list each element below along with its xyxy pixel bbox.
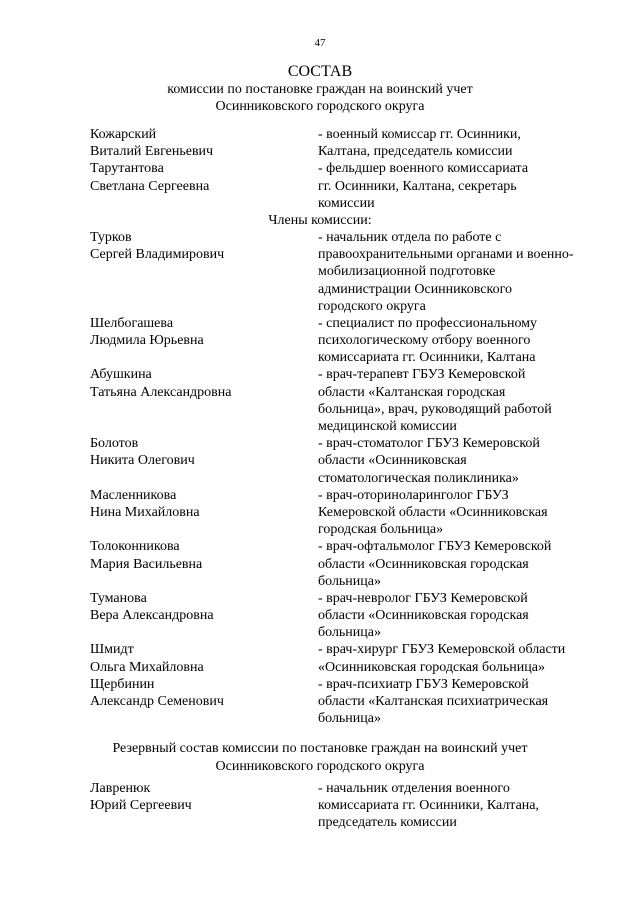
member-name-line: Турков xyxy=(90,229,132,245)
member-position-line: больница» xyxy=(318,573,381,589)
member-name xyxy=(90,229,318,263)
member-name-line: Абушкина xyxy=(90,367,152,383)
member-name-line: Толоконникова xyxy=(90,539,180,555)
member-name-line: Шелбогашева xyxy=(90,315,174,331)
member-position-line: области «Осинниковская городская xyxy=(318,608,529,624)
member-position-line: - врач-стоматолог ГБУЗ Кемеровской xyxy=(318,436,540,452)
member-name-line: Никита Олегович xyxy=(90,453,195,469)
member-position-line: - врач-оториноларинголог ГБУЗ xyxy=(318,487,509,503)
commission-entry xyxy=(90,538,610,590)
member-position-line: - фельдшер военного комиссариата xyxy=(318,161,529,177)
commission-composition xyxy=(90,126,610,727)
member-position-line: - врач-офтальмолог ГБУЗ Кемеровской xyxy=(318,539,552,555)
member-name-line: Виталий Евгеньевич xyxy=(90,144,214,160)
document-title: СОСТАВ xyxy=(287,63,353,80)
member-name-line: Александр Семенович xyxy=(90,694,224,709)
member-position xyxy=(318,435,610,487)
members-header: Члены комиссии: xyxy=(268,212,372,228)
member-position-line: - врач-психиатр ГБУЗ Кемеровской xyxy=(318,676,529,692)
member-position xyxy=(318,641,610,675)
member-position xyxy=(318,366,610,435)
member-position xyxy=(318,780,610,832)
document-subtitle-line-2: Осинниковского городского округа xyxy=(215,99,425,114)
member-name-line: Юрий Сергеевич xyxy=(90,798,192,814)
member-name xyxy=(90,315,318,349)
commission-entry xyxy=(90,366,610,435)
member-position-line: городская больница» xyxy=(318,522,444,538)
member-position xyxy=(318,676,610,728)
member-name xyxy=(90,538,318,572)
member-position xyxy=(318,315,610,367)
member-name-line: Туманова xyxy=(90,590,147,606)
member-name-line: Нина Михайловна xyxy=(90,504,200,520)
member-name-line: Татьяна Александровна xyxy=(90,384,232,400)
member-position-line: городского округа xyxy=(318,298,426,314)
member-position-line: правоохранительными органами и военно- xyxy=(318,247,574,263)
member-position xyxy=(318,160,610,212)
page-number: 47 xyxy=(314,37,326,49)
member-position-line: - начальник отдела по работе с xyxy=(318,229,502,245)
member-name-line: Людмила Юрьевна xyxy=(90,333,204,349)
member-name xyxy=(90,641,318,675)
member-name-line: Лавренюк xyxy=(90,781,151,796)
member-position-line: медицинской комиссии xyxy=(318,419,457,434)
member-position-line: больница», врач, руководящий работой xyxy=(318,401,552,417)
member-name-line: Кожарский xyxy=(90,127,157,142)
reserve-list xyxy=(90,780,610,832)
commission-entry xyxy=(90,160,610,212)
reserve-header-line-1: Резервный состав комиссии по постановке граждан на воинский учет xyxy=(112,741,528,756)
member-position-line: Калтана, председатель комиссии xyxy=(318,144,513,160)
member-name-line: Вера Александровна xyxy=(90,608,214,624)
commission-entry xyxy=(90,126,610,160)
member-name-line: Мария Васильевна xyxy=(90,556,203,572)
document-subtitle-line-1: комиссии по постановке граждан на воинский учет xyxy=(167,82,473,97)
member-position-line: комиссариата гг. Осинники, Калтана, xyxy=(318,798,540,814)
member-name-line: Щербинин xyxy=(90,676,155,692)
member-position-line: области «Калтанская психиатрическая xyxy=(318,694,549,709)
member-position-line: больница» xyxy=(318,711,381,727)
member-position-line: Кемеровской области «Осинниковская xyxy=(318,504,548,520)
member-position xyxy=(318,590,610,642)
member-name xyxy=(90,487,318,521)
member-position xyxy=(318,229,610,315)
commission-entry xyxy=(90,229,610,315)
member-name xyxy=(90,780,318,814)
member-position-line: комиссариата гг. Осинники, Калтана xyxy=(318,350,536,366)
member-name xyxy=(90,676,318,710)
member-position-line: психологическому отбору военного xyxy=(318,333,531,349)
member-position xyxy=(318,126,610,160)
member-position-line: - специалист по профессиональному xyxy=(318,315,538,331)
member-position-line: - врач-хирург ГБУЗ Кемеровской области xyxy=(318,642,566,658)
member-position xyxy=(318,538,610,590)
member-name-line: Сергей Владимирович xyxy=(90,247,225,263)
member-position-line: области «Осинниковская городская xyxy=(318,556,529,572)
member-position-line: области «Калтанская городская xyxy=(318,384,506,400)
reserve-header xyxy=(0,740,640,775)
member-position-line: комиссии xyxy=(318,195,375,211)
member-name-line: Болотов xyxy=(90,436,139,452)
member-position-line: администрации Осинниковского xyxy=(318,281,512,297)
commission-entry xyxy=(90,780,610,832)
member-name xyxy=(90,435,318,469)
member-name-line: Светлана Сергеевна xyxy=(90,178,210,194)
member-position-line: мобилизационной подготовке xyxy=(318,264,496,280)
member-name-line: Тарутантова xyxy=(90,161,164,177)
members-list xyxy=(90,229,610,727)
member-position-line: - врач-терапевт ГБУЗ Кемеровской xyxy=(318,367,526,383)
member-position-line: председатель комиссии xyxy=(318,815,457,831)
member-name-line: Ольга Михайловна xyxy=(90,659,204,675)
commission-entry xyxy=(90,435,610,487)
leadership-list xyxy=(90,126,610,212)
reserve-header-line-2: Осинниковского городского округа xyxy=(215,758,425,774)
member-name-line: Масленникова xyxy=(90,487,177,503)
document-header xyxy=(0,62,640,115)
member-name xyxy=(90,366,318,400)
member-position-line: больница» xyxy=(318,625,381,641)
member-name xyxy=(90,590,318,624)
commission-entry xyxy=(90,590,610,642)
member-position-line: «Осинниковская городская больница» xyxy=(318,659,545,675)
reserve-composition xyxy=(90,780,610,832)
member-name xyxy=(90,160,318,194)
commission-entry xyxy=(90,315,610,367)
member-position-line: - врач-невролог ГБУЗ Кемеровской xyxy=(318,590,528,606)
commission-entry xyxy=(90,641,610,675)
member-position xyxy=(318,487,610,539)
member-position-line: области «Осинниковская xyxy=(318,453,467,469)
member-position-line: - начальник отделения военного xyxy=(318,781,510,796)
member-name xyxy=(90,126,318,160)
commission-entry xyxy=(90,676,610,728)
member-position-line: - военный комиссар гг. Осинники, xyxy=(318,127,521,142)
member-position-line: гг. Осинники, Калтана, секретарь xyxy=(318,178,517,194)
commission-entry xyxy=(90,487,610,539)
member-name-line: Шмидт xyxy=(90,642,134,658)
member-position-line: стоматологическая поликлиника» xyxy=(318,470,519,486)
